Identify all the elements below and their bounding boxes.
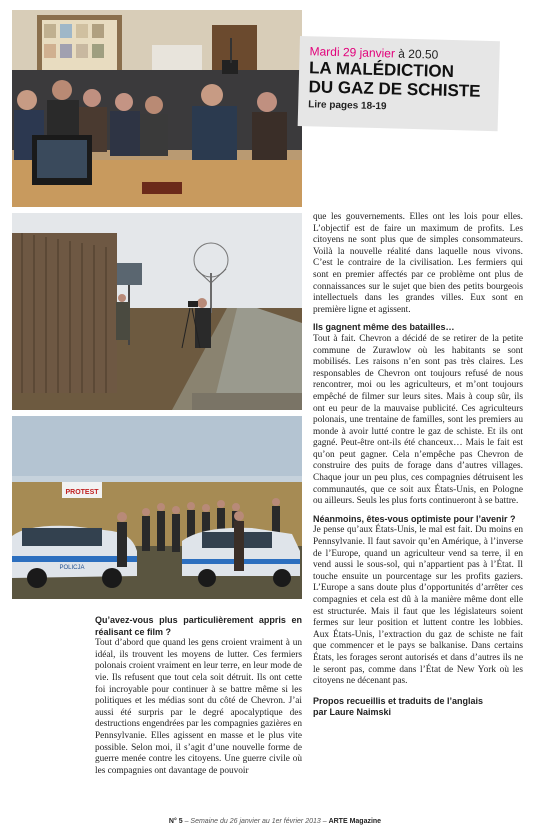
film-title-line1: LA MALÉDICTION (308, 58, 455, 82)
paragraph: Je pense qu’aux États-Unis, le mal est fait. Du moins en Pennsylvanie. Il faut savoir qu’en Amérique, à l’inverse de l’Europe, quand un agriculteur vend sa terre, il en vend aussi le sous-sol, qui n’appartient pas à l’État. Il touche ensuite un pourcentage sur les profits gaziers. L’Europe a sans doute plus d’opportunités d’arrêter ces compagnies et cela est dû à la manière même dont elle est structurée. Mais il faut que les législateurs soient fermes sur leur position et luttent contre les lobbies. Aux États-Unis, l’extraction du gaz de schiste ne fait que commencer et le pays se balkanise. Dans certains États, les forages seront autorisés et dans d’autres ils ne le seront pas, comme dans l’État de New York où les citoyens ne décenant pas. (313, 525, 523, 687)
photo-farmers-meeting (12, 10, 302, 207)
protest-banner: PROTEST (65, 489, 99, 496)
issue-number: N° 5 (168, 818, 183, 825)
broadcast-day: Mardi 29 janvier (309, 44, 396, 61)
page-reference: Lire pages 18-19 (308, 99, 387, 113)
interview-question: Ils gagnent même des batailles… (313, 322, 455, 333)
police-car-label: POLICJA (59, 565, 85, 571)
magazine-name: ARTE Magazine (328, 818, 382, 825)
paragraph: Tout à fait. Chevron a décidé de se retirer de la petite commune de Zurawlow où les habitants se sont mobilisés. Les raisons n’en sont pas très claires. Les responsables de Chevron ont toujours refusé de nous rencontrer, moi ou les agriculteurs, et m’ont toujours empêché de filmer sur leurs sites. Mais à coup sûr, ils ont eu peur de la mauvaise publicité. Ces agriculteurs polonais, une trentaine de familles, sont les premiers au monde à avoir lutté contre le gaz de schiste. Et ils ont gagné. Peut-être ont-ils été chanceux… Mais le fait est qu’on peut gagner. Cela n’empêche pas Chevron de construire des puits de forage dans d’autres villages. Chaque jour un peu plus, ces compagnies détruisent les communautés, que ce soit aux États-Unis, en Pologne ou ailleurs. Seuls les plus forts continueront à se battre. (313, 333, 523, 507)
article-right-column (313, 212, 523, 719)
film-title-line2: DU GAZ DE SCHISTE (308, 77, 481, 101)
author-credit-line1: Propos recueillis et traduits de l’anglais (313, 695, 484, 706)
paragraph: Tout d’abord que quand les gens croient vraiment à un idéal, ils trouvent les moyens de lutter. Ces fermiers polonais croient vraiment en leur terre, en leur mode de vie. Ils refusent que tout cela soit détruit. Ils ont cette foi incroyable pour continuer à se battre même si les politiques et les médias sont du côté de Chevron. J’ai aussi été surpris par le degré apocalyptique des destructions engendrées par les compagnies gazières en Pennsylvanie. Elles agissent en masse et le plus vite possible. Selon moi, il s’agit d’une nouvelle forme de guerre menée contre les citoyens. Une guerre civile où les compagnies ont davantage de pouvoir (95, 638, 302, 776)
article-left-column (95, 615, 302, 777)
interview-question: Néanmoins, êtes-vous optimiste pour l’avenir ? (313, 513, 516, 524)
broadcast-promo-box (298, 36, 500, 131)
broadcast-time: à 20.50 (394, 46, 439, 62)
author-credit-line2: par Laure Naimski (313, 707, 392, 718)
interview-question: Qu’avez-vous plus particulièrement appris en réalisant ce film ? (95, 615, 302, 637)
page-footer (0, 818, 550, 825)
paragraph: que les gouvernements. Elles ont les lois pour elles. L’objectif est de faire un maximum de profits. Les citoyens ne sont plus que de simples consommateurs. Voilà la nouvelle réalité dans laquelle nous vivons. C’est le contraire de la civilisation. Les fermiers qui sont en premier affectés par ce problème ont plus de connaissances sur le sujet que bien des petits bourgeois intellectuels dans les grandes villes. Eux sont en première ligne et agissent. (313, 212, 523, 315)
issue-dates: – Semaine du 26 janvier au 1er février 2013 – (182, 818, 329, 825)
photo-police-protest (12, 416, 302, 599)
photo-filming-road (12, 213, 302, 410)
